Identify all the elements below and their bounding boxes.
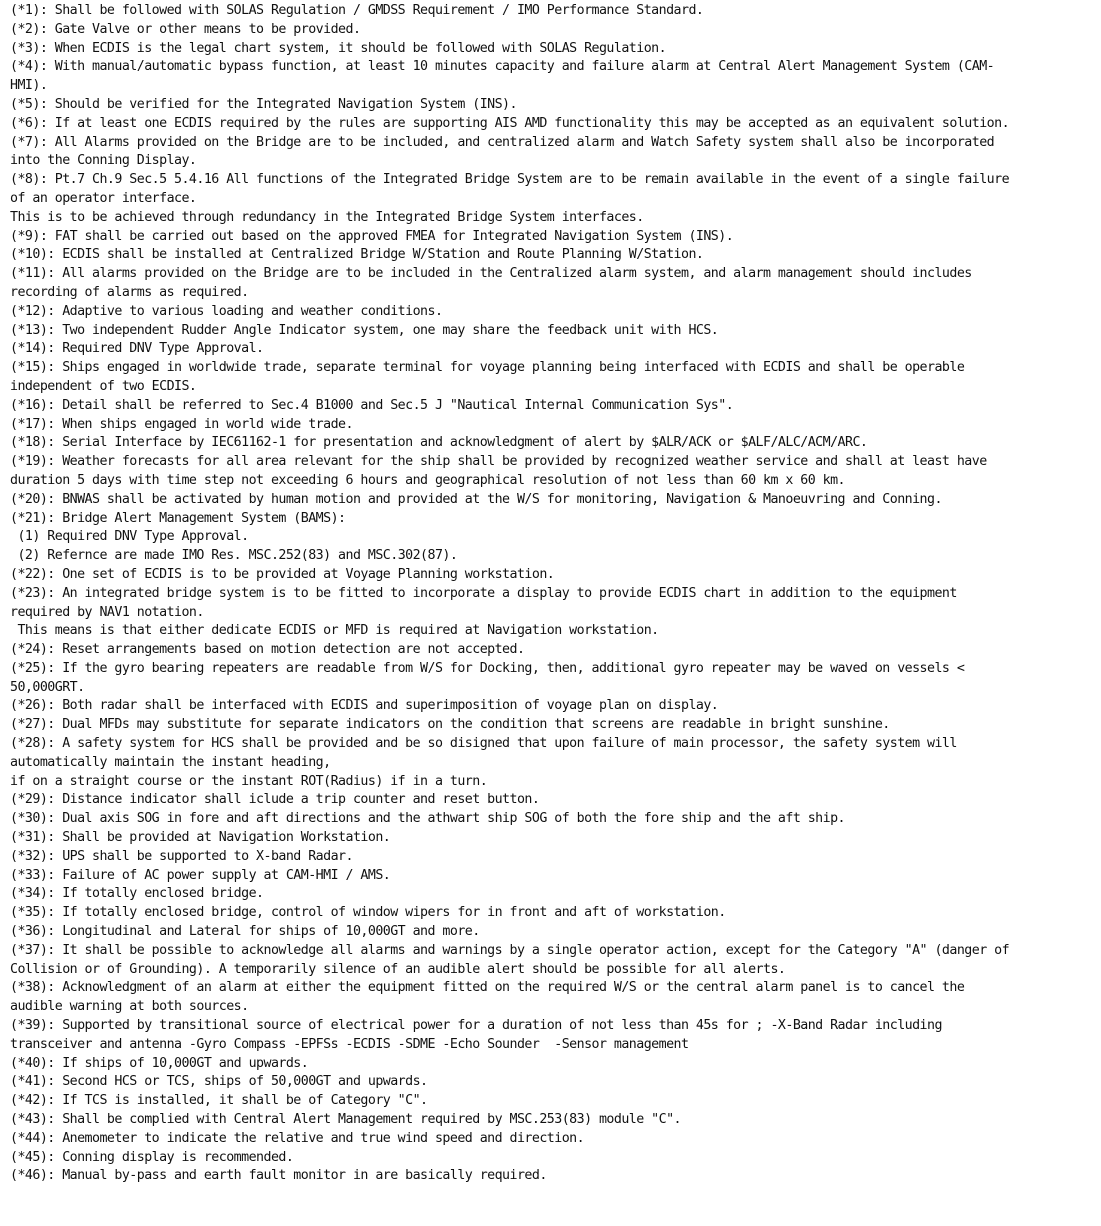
note-43: (*43): Shall be complied with Central Alert Management required by MSC.253(83) module "C". [10, 1112, 681, 1128]
note-27: (*27): Dual MFDs may substitute for separate indicators on the condition that screens are readable in bright sunshine. [10, 717, 890, 733]
note-8: (*8): Pt.7 Ch.9 Sec.5 5.4.16 All functions of the Integrated Bridge System are to be remain available in the event of a single failure of an operator interface. [10, 172, 1010, 206]
note-23: (*23): An integrated bridge system is to be fitted to incorporate a display to provide ECDIS chart in addition to the equipment required by NAV1 notation. [10, 585, 957, 620]
note-45: (*45): Conning display is recommended. [10, 1149, 294, 1165]
note-25: (*25): If the gyro bearing repeaters are readable from W/S for Docking, then, additional gyro repeater may be waved on vessels < 50,000GRT. [10, 660, 965, 695]
note-26: (*26): Both radar shall be interfaced with ECDIS and superimposition of voyage plan on display. [10, 698, 719, 714]
note-28-continuation: if on a straight course or the instant ROT(Radius) if in a turn. [10, 773, 488, 789]
note-42: (*42): If TCS is installed, it shall be of Category "C". [10, 1093, 428, 1109]
note-36: (*36): Longitudinal and Lateral for ships of 10,000GT and more. [10, 924, 480, 940]
note-16: (*16): Detail shall be referred to Sec.4 B1000 and Sec.5 J "Nautical Internal Communication Sys". [10, 397, 734, 413]
note-18: (*18): Serial Interface by IEC61162-1 for presentation and acknowledgment of alert by $ALR/ACK or $ALF/ALC/ACM/ARC. [10, 435, 868, 451]
note-1: (*1): Shall be followed with SOLAS Regulation / GMDSS Requirement / IMO Performance Standard. [10, 3, 704, 18]
note-37: (*37): It shall be possible to acknowledge all alarms and warnings by a single operator action, except for the Category "A" (danger of Collision or of Grounding). A temporarily silence of an audible alert should be possible for all alerts. [10, 942, 1010, 977]
note-20: (*20): BNWAS shall be activated by human motion and provided at the W/S for monitoring, Navigation & Manoeuvring and Conning. [10, 491, 942, 507]
note-24: (*24): Reset arrangements based on motion detection are not accepted. [10, 642, 525, 658]
note-35: (*35): If totally enclosed bridge, control of window wipers for in front and aft of workstation. [10, 905, 726, 921]
note-31: (*31): Shall be provided at Navigation Workstation. [10, 830, 391, 846]
note-15: (*15): Ships engaged in worldwide trade, separate terminal for voyage planning being interfaced with ECDIS and shall be operable independent of two ECDIS. [10, 360, 965, 394]
note-29: (*29): Distance indicator shall iclude a trip counter and reset button. [10, 792, 540, 808]
note-17: (*17): When ships engaged in world wide trade. [10, 416, 353, 432]
note-7: (*7): All Alarms provided on the Bridge are to be included, and centralized alarm and Watch Safety system shall also be incorporated into the Conning Display. [10, 134, 995, 169]
note-30: (*30): Dual axis SOG in fore and aft directions and the athwart ship SOG of both the fore ship and the aft ship. [10, 811, 846, 827]
note-46: (*46): Manual by-pass and earth fault monitor in are basically required. [10, 1168, 547, 1184]
note-22: (*22): One set of ECDIS is to be provided at Voyage Planning workstation. [10, 566, 555, 582]
note-5: (*5): Should be verified for the Integrated Navigation System (INS). [10, 96, 517, 112]
note-14: (*14): Required DNV Type Approval. [10, 341, 264, 357]
note-33: (*33): Failure of AC power supply at CAM-HMI / AMS. [10, 867, 391, 883]
note-44: (*44): Anemometer to indicate the relative and true wind speed and direction. [10, 1130, 585, 1146]
note-2: (*2): Gate Valve or other means to be provided. [10, 21, 361, 37]
note-34: (*34): If totally enclosed bridge. [10, 886, 264, 902]
note-12: (*12): Adaptive to various loading and weather conditions. [10, 303, 443, 319]
note-4: (*4): With manual/automatic bypass function, at least 10 minutes capacity and failure alarm at Central Alert Management System (CAM- HMI). [10, 59, 995, 94]
note-10: (*10): ECDIS shall be installed at Centralized Bridge W/Station and Route Planning W/Station. [10, 247, 704, 263]
note-21-item-2: (2) Refernce are made IMO Res. MSC.252(83) and MSC.302(87). [10, 548, 458, 564]
note-38: (*38): Acknowledgment of an alarm at either the equipment fitted on the required W/S or the central alarm panel is to cancel the audible warning at both sources. [10, 980, 965, 1015]
note-3: (*3): When ECDIS is the legal chart system, it should be followed with SOLAS Regulation. [10, 40, 667, 56]
note-13: (*13): Two independent Rudder Angle Indicator system, one may share the feedback unit with HCS. [10, 322, 719, 338]
note-40: (*40): If ships of 10,000GT and upwards. [10, 1055, 309, 1071]
note-32: (*32): UPS shall be supported to X-band Radar. [10, 848, 353, 864]
note-8-continuation: This is to be achieved through redundancy in the Integrated Bridge System interfaces. [10, 209, 644, 225]
note-41: (*41): Second HCS or TCS, ships of 50,000GT and upwards. [10, 1074, 428, 1090]
note-9: (*9): FAT shall be carried out based on the approved FMEA for Integrated Navigation System (INS). [10, 228, 734, 244]
note-39: (*39): Supported by transitional source of electrical power for a duration of not less than 45s for ; -X-Band Radar including transceiver and antenna -Gyro Compass -EPFSs -ECDIS -SDME -Echo Sounder -Sensor management [10, 1018, 942, 1052]
note-11: (*11): All alarms provided on the Bridge are to be included in the Centralized alarm system, and alarm management should includes recording of alarms as required. [10, 266, 972, 300]
note-6: (*6): If at least one ECDIS required by the rules are supporting AIS AMD functionality this may be accepted as an equivalent solution. [10, 115, 1010, 131]
note-21: (*21): Bridge Alert Management System (BAMS): [10, 510, 346, 526]
note-21-item-1: (1) Required DNV Type Approval. [10, 529, 249, 545]
note-28: (*28): A safety system for HCS shall be provided and be so disigned that upon failure of main processor, the safety system will automatically maintain the instant heading, [10, 736, 957, 770]
note-23-continuation: This means is that either dedicate ECDIS or MFD is required at Navigation workstation. [10, 623, 659, 639]
note-19: (*19): Weather forecasts for all area relevant for the ship shall be provided by recognized weather service and shall at least have duration 5 days with time step not exceeding 6 hours and geographical resolution of not less than 60 km x 60 km. [10, 454, 987, 488]
